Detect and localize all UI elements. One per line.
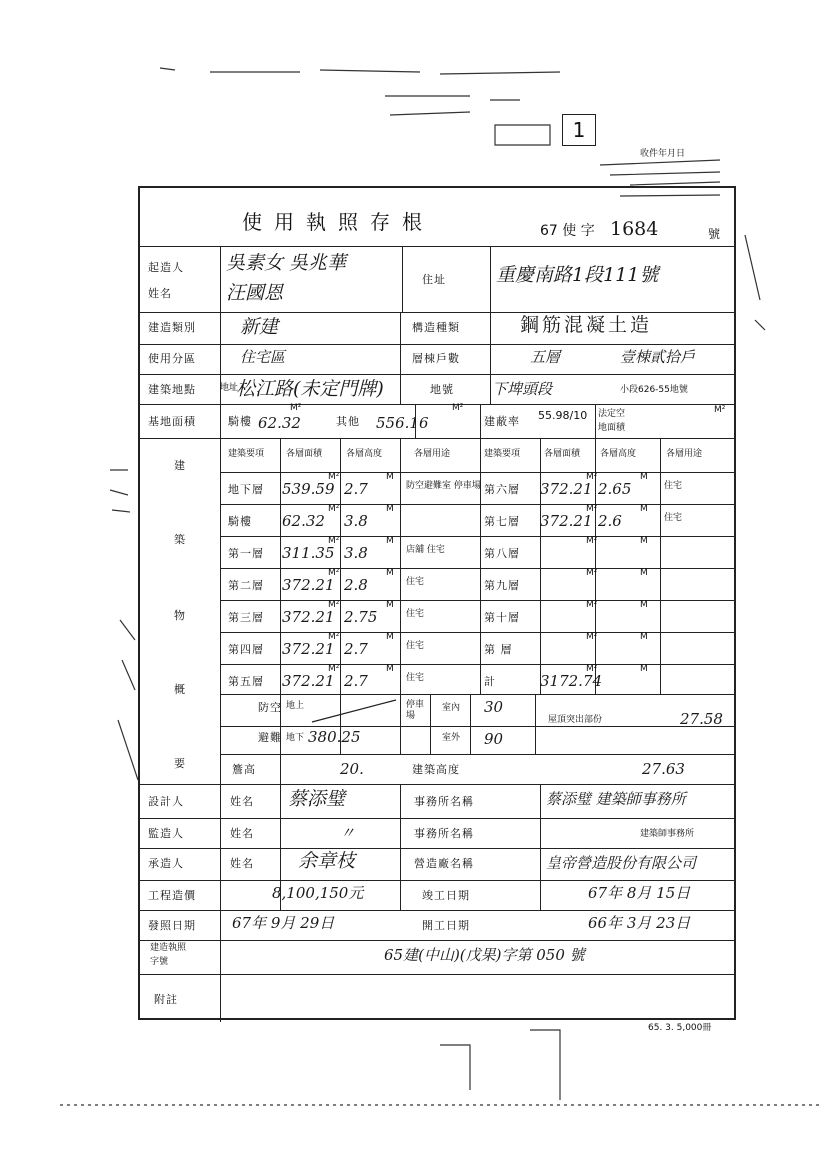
site-sub-label: 地址 [220, 383, 239, 393]
building-height-label: 建築高度 [412, 763, 460, 776]
start-date-value: 66年 3月 23日 [588, 914, 691, 932]
right-unit-5-1: M [640, 632, 648, 642]
header-height-right: 各層高度 [600, 449, 637, 459]
eave-label: 簷高 [232, 763, 256, 776]
contractor-company: 皇帝營造股份有限公司 [546, 854, 697, 872]
left-name-3: 第二層 [228, 579, 264, 592]
right-unit-4-1: M [640, 600, 648, 610]
supervisor-name: 〃 [340, 824, 356, 842]
designer-office: 蔡添璧 建築師事務所 [546, 790, 686, 808]
parking-indoor-value: 30 [484, 698, 504, 716]
license-stub-form [138, 186, 736, 1020]
header-use-left: 各層用途 [414, 449, 451, 459]
floors-value: 五層 [530, 348, 561, 366]
right-name-3: 第九層 [484, 579, 520, 592]
parking-outdoor-label: 室外 [442, 733, 461, 743]
left-unit-2-0: M² [328, 536, 340, 546]
left-use-0: 防空避難室 停車場 [406, 481, 481, 491]
contractor-company-label: 營造廠名稱 [414, 857, 474, 870]
land-section: 下埤頭段 [492, 380, 553, 398]
site-area-label: 基地面積 [148, 415, 196, 428]
right-unit-2-1: M [640, 536, 648, 546]
builder-names-2: 汪國恩 [226, 282, 284, 304]
header-item-right: 建築要項 [484, 449, 521, 459]
left-unit-3-0: M² [328, 568, 340, 578]
supervisor-name-label: 姓名 [230, 827, 254, 840]
designer-name-label: 姓名 [230, 795, 254, 808]
supervisor-office-label: 事務所名稱 [414, 827, 474, 840]
left-area-0: 539.59 [282, 480, 335, 498]
left-use-2: 店舖 住宅 [406, 545, 445, 555]
header-item-left: 建築要項 [228, 449, 265, 459]
land-lot: 小段626-55地號 [620, 385, 688, 395]
right-name-6: 計 [484, 675, 496, 688]
shelter-above-strike [310, 694, 400, 724]
left-unit-1-0: M² [328, 504, 340, 514]
right-unit-3-0: M² [586, 568, 598, 578]
left-name-4: 第三層 [228, 611, 264, 624]
building-summary-char-1: 建 [174, 459, 186, 472]
supervisor-office: 建築師事務所 [640, 829, 695, 839]
shelter-label-1: 防空 [258, 701, 282, 714]
header-use-right: 各層用途 [666, 449, 703, 459]
left-height-4: 2.75 [344, 608, 378, 626]
contractor-name: 余章枝 [298, 850, 356, 872]
parking-outdoor-value: 90 [484, 730, 504, 748]
left-name-5: 第四層 [228, 643, 264, 656]
land-number-label: 地號 [430, 383, 454, 396]
other-value: 556.16 [376, 414, 429, 432]
building-height-value: 27.63 [642, 760, 685, 778]
left-unit-6-0: M² [328, 664, 340, 674]
left-area-1: 62.32 [282, 512, 325, 530]
other-unit: M² [452, 403, 464, 413]
permit-value: 65建(中山)(戊果)字第 050 號 [384, 946, 585, 964]
right-name-1: 第七層 [484, 515, 520, 528]
building-summary-char-2: 築 [174, 533, 186, 546]
left-unit-1-1: M [386, 504, 394, 514]
start-date-label: 開工日期 [422, 919, 470, 932]
cost-label: 工程造價 [148, 889, 196, 902]
builder-names-1: 吳素女 吳兆華 [226, 252, 347, 274]
permit-label-2: 字號 [150, 957, 169, 967]
right-use-0: 住宅 [664, 481, 683, 491]
left-name-0: 地下層 [228, 483, 264, 496]
left-height-1: 3.8 [344, 512, 368, 530]
right-unit-0-0: M² [586, 472, 598, 482]
header-height-left: 各層高度 [346, 449, 383, 459]
completion-label: 竣工日期 [422, 889, 470, 902]
designer-office-label: 事務所名稱 [414, 795, 474, 808]
stamp-box: 1 [562, 114, 596, 146]
completion-value: 67年 8月 15日 [588, 884, 691, 902]
construction-type-value: 新建 [240, 316, 279, 338]
left-use-3: 住宅 [406, 577, 425, 587]
left-area-5: 372.21 [282, 640, 335, 658]
right-use-1: 住宅 [664, 513, 683, 523]
left-area-6: 372.21 [282, 672, 335, 690]
left-area-2: 311.35 [282, 544, 335, 562]
permit-label-1: 建造執照 [150, 943, 187, 953]
right-name-0: 第六層 [484, 483, 520, 496]
right-unit-4-0: M² [586, 600, 598, 610]
note-label: 附註 [154, 993, 178, 1006]
left-name-6: 第五層 [228, 675, 264, 688]
parking-label: 停車場 [406, 700, 425, 721]
floors-label: 層棟戶數 [412, 352, 460, 365]
contractor-label: 承造人 [148, 857, 184, 870]
left-unit-6-1: M [386, 664, 394, 674]
print-note: 65. 3. 5,000冊 [648, 1023, 712, 1033]
right-unit-0-1: M [640, 472, 648, 482]
construction-type-label: 建造類別 [148, 321, 196, 334]
left-use-4: 住宅 [406, 609, 425, 619]
issue-date-value: 67年 9月 29日 [232, 914, 335, 932]
contractor-name-label: 姓名 [230, 857, 254, 870]
eave-value: 20. [340, 760, 364, 778]
shelter-below-value: 380.25 [308, 728, 361, 746]
left-height-6: 2.7 [344, 672, 368, 690]
right-unit-1-0: M² [586, 504, 598, 514]
left-unit-2-1: M [386, 536, 394, 546]
header-area-left: 各層面積 [286, 449, 323, 459]
form-title: 使用執照存根 [242, 210, 434, 234]
left-name-1: 騎樓 [228, 515, 252, 528]
address-label: 住址 [422, 273, 446, 286]
left-unit-4-1: M [386, 600, 394, 610]
roof-value: 27.58 [680, 710, 723, 728]
left-height-3: 2.8 [344, 576, 368, 594]
left-unit-4-0: M² [328, 600, 340, 610]
right-unit-6-1: M [640, 664, 648, 674]
site-value: 松江路(未定門牌) [236, 378, 384, 400]
left-name-2: 第一層 [228, 547, 264, 560]
building-summary-char-3: 物 [174, 609, 186, 622]
arcade-value: 62.32 [258, 414, 301, 432]
receipt-stamp: 收件年月日 [640, 149, 686, 159]
cost-value: 8,100,150元 [272, 884, 364, 902]
structure-value: 鋼筋混凝土造 [520, 314, 653, 336]
designer-name: 蔡添璧 [288, 788, 346, 810]
legal-space-label-2: 地面積 [598, 423, 626, 433]
right-height-0: 2.65 [598, 480, 632, 498]
left-area-4: 372.21 [282, 608, 335, 626]
legal-space-label-1: 法定空 [598, 409, 626, 419]
license-prefix: 67 使 字 [540, 223, 595, 239]
right-unit-2-0: M² [586, 536, 598, 546]
zoning-value: 住宅區 [240, 348, 286, 366]
arcade-label: 騎樓 [228, 415, 252, 428]
coverage-value: 55.98/10 [538, 409, 588, 422]
coverage-label: 建蔽率 [484, 415, 520, 428]
left-unit-0-1: M [386, 472, 394, 482]
left-unit-0-0: M² [328, 472, 340, 482]
left-unit-3-1: M [386, 568, 394, 578]
shelter-label-2: 避難 [258, 731, 282, 744]
right-area-1: 372.21 [540, 512, 593, 530]
roof-label: 屋頂突出部份 [548, 715, 603, 725]
left-height-5: 2.7 [344, 640, 368, 658]
license-number: 1684 [610, 218, 659, 240]
arcade-unit: M² [290, 403, 302, 413]
header-area-right: 各層面積 [544, 449, 581, 459]
left-unit-5-1: M [386, 632, 394, 642]
left-height-2: 3.8 [344, 544, 368, 562]
license-suffix: 號 [708, 227, 721, 241]
right-name-5: 第 層 [484, 643, 513, 656]
right-unit-3-1: M [640, 568, 648, 578]
right-unit-5-0: M² [586, 632, 598, 642]
issue-date-label: 發照日期 [148, 919, 196, 932]
left-area-3: 372.21 [282, 576, 335, 594]
zoning-label: 使用分區 [148, 352, 196, 365]
builder-label: 起造人 [148, 261, 184, 274]
designer-label: 設計人 [148, 795, 184, 808]
address-value: 重慶南路1段111號 [496, 264, 659, 286]
parking-indoor-label: 室內 [442, 703, 461, 713]
units-value: 壹棟貳拾戶 [620, 348, 696, 366]
right-area-6: 3172.74 [540, 672, 603, 690]
left-unit-5-0: M² [328, 632, 340, 642]
builder-name-label: 姓名 [148, 287, 172, 300]
left-use-6: 住宅 [406, 673, 425, 683]
right-name-2: 第八層 [484, 547, 520, 560]
left-height-0: 2.7 [344, 480, 368, 498]
legal-space-unit: M² [714, 405, 726, 415]
left-use-5: 住宅 [406, 641, 425, 651]
right-height-1: 2.6 [598, 512, 622, 530]
other-label: 其他 [336, 415, 360, 428]
supervisor-label: 監造人 [148, 827, 184, 840]
right-name-4: 第十層 [484, 611, 520, 624]
right-area-0: 372.21 [540, 480, 593, 498]
shelter-above-label: 地上 [286, 701, 305, 711]
right-unit-1-1: M [640, 504, 648, 514]
building-summary-char-5: 要 [174, 757, 186, 770]
shelter-below-label: 地下 [286, 733, 305, 743]
site-label: 建築地點 [148, 383, 196, 396]
right-unit-6-0: M² [586, 664, 598, 674]
structure-label: 構造種類 [412, 321, 460, 334]
building-summary-char-4: 概 [174, 683, 186, 696]
